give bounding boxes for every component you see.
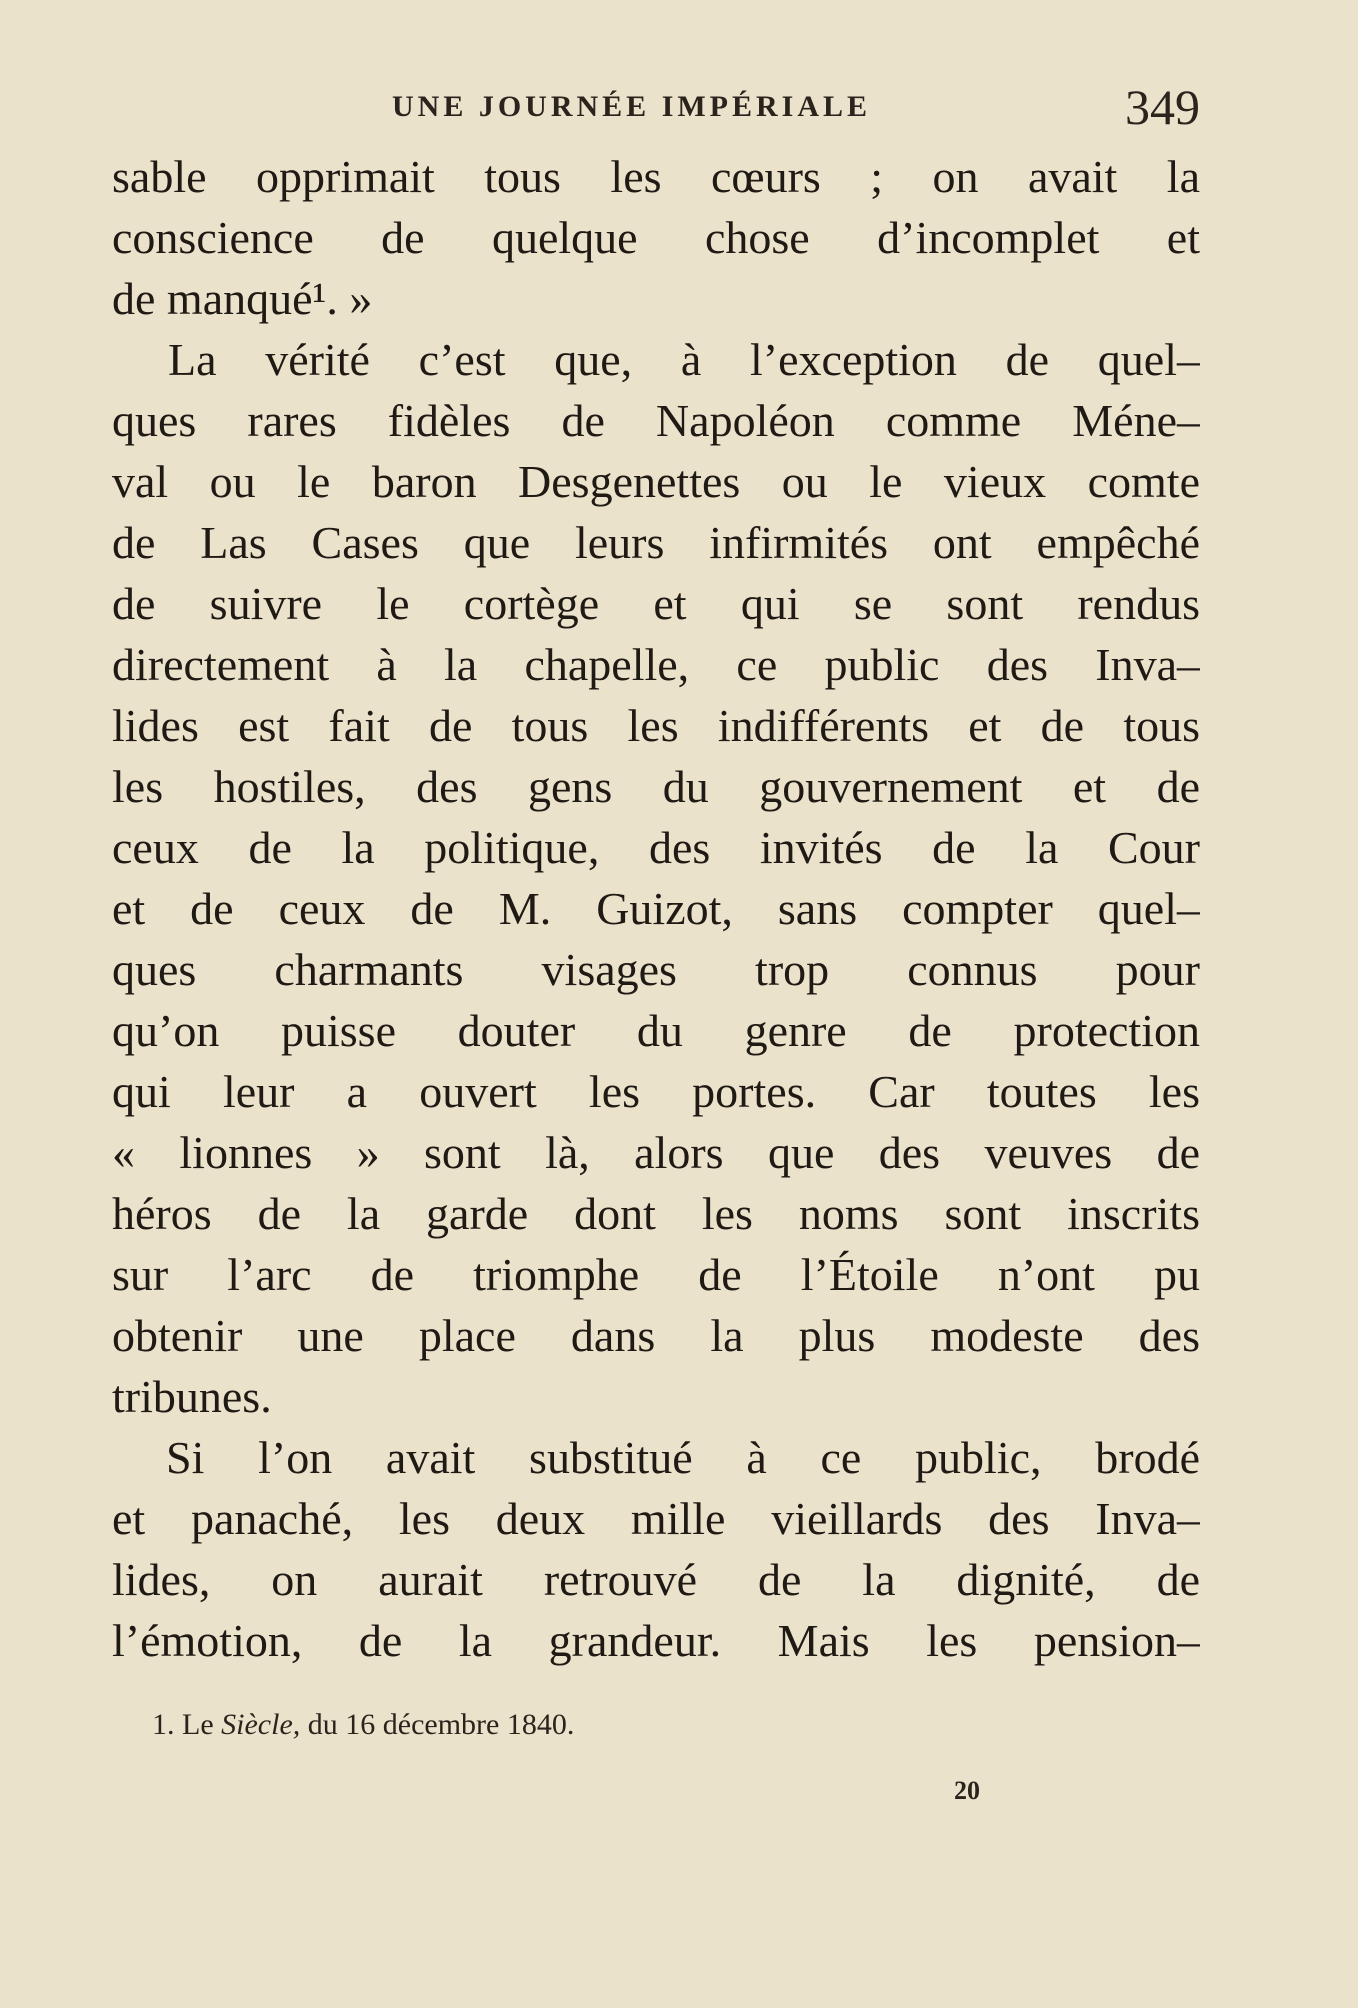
- footnote-source-title: Siècle,: [221, 1708, 301, 1741]
- text-line: obtenir une place dans la plus modeste des: [112, 1310, 1200, 1361]
- text-line: Si l’on avait substitué à ce public, brodé: [166, 1432, 1200, 1483]
- text-line: l’émotion, de la grandeur. Mais les pension–: [112, 1615, 1200, 1666]
- text-line: de suivre le cortège et qui se sont rendus: [112, 578, 1200, 629]
- text-line: qu’on puisse douter du genre de protection: [112, 1005, 1200, 1056]
- text-line: lides est fait de tous les indifférents et de tous: [112, 700, 1200, 751]
- text-line: conscience de quelque chose d’incomplet et: [112, 212, 1200, 263]
- text-line: sable opprimait tous les cœurs ; on avait la: [112, 151, 1200, 202]
- page-number: 349: [1125, 79, 1200, 135]
- text-line: ques charmants visages trop connus pour: [112, 944, 1200, 995]
- text-line: ques rares fidèles de Napoléon comme Méne–: [112, 395, 1200, 446]
- text-line: et panaché, les deux mille vieillards des Inva–: [112, 1493, 1200, 1544]
- running-title: UNE JOURNÉE IMPÉRIALE: [392, 90, 872, 123]
- text-line: tribunes.: [112, 1371, 272, 1422]
- text-line: sur l’arc de triomphe de l’Étoile n’ont pu: [112, 1249, 1200, 1300]
- text-line: val ou le baron Desgenettes ou le vieux comte: [112, 456, 1200, 507]
- text-line: « lionnes » sont là, alors que des veuves de: [112, 1127, 1200, 1178]
- text-line: directement à la chapelle, ce public des Inva–: [112, 639, 1200, 690]
- text-line: héros de la garde dont les noms sont inscrits: [112, 1188, 1200, 1239]
- text-line: lides, on aurait retrouvé de la dignité, de: [112, 1554, 1200, 1605]
- running-head: [112, 79, 1208, 136]
- text-line: La vérité c’est que, à l’exception de quel–: [168, 334, 1200, 385]
- footnote: [152, 1708, 574, 1742]
- signature-mark: 20: [954, 1776, 980, 1805]
- body-text: [112, 146, 1200, 1671]
- footnote-source-pre: Le: [182, 1708, 214, 1741]
- footnote-number: 1.: [152, 1708, 175, 1741]
- text-line: ceux de la politique, des invités de la Cour: [112, 822, 1200, 873]
- text-line: et de ceux de M. Guizot, sans compter quel–: [112, 883, 1200, 934]
- text-line: de Las Cases que leurs infirmités ont empêché: [112, 517, 1200, 568]
- text-line: qui leur a ouvert les portes. Car toutes les: [112, 1066, 1200, 1117]
- text-line: de manqué¹. »: [112, 273, 373, 324]
- text-line: les hostiles, des gens du gouvernement et de: [112, 761, 1200, 812]
- footnote-source-post: du 16 décembre 1840.: [307, 1708, 575, 1741]
